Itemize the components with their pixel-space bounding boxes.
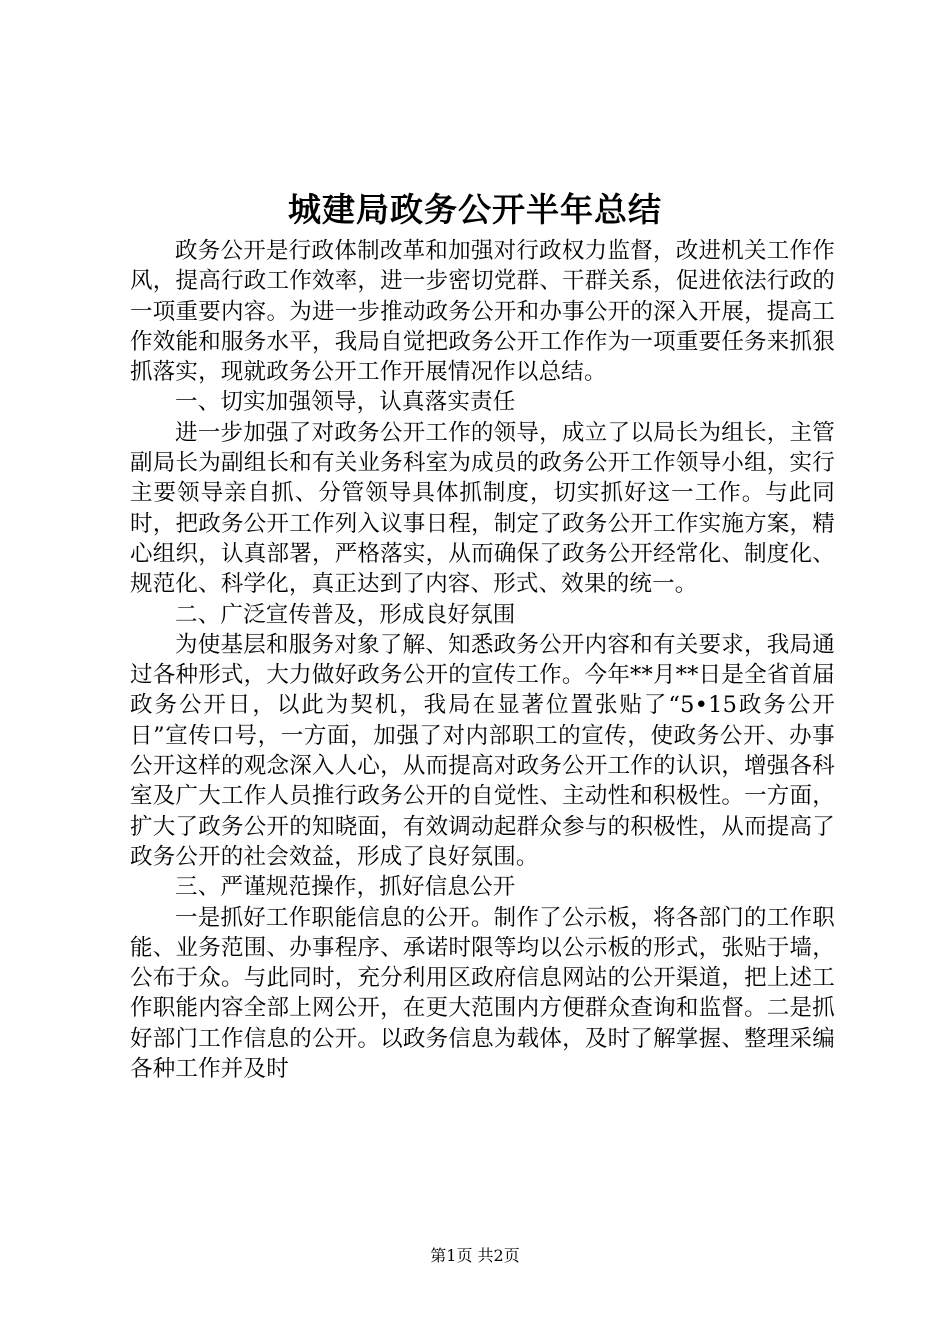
paragraph-intro: 政务公开是行政体制改革和加强对行政权力监督，改进机关工作作风，提高行政工作效率，进一步密切党群、干群关系，促进依法行政的一项重要内容。为进一步推动政务公开和办事公开的深入开展，提高工作效能和服务水平，我局自觉把政务公开工作作为一项重要任务来抓狠抓落实，现就政务公开工作开展情况作以总结。 xyxy=(130,238,835,386)
section-heading-1: 一、切实加强领导，认真落实责任 xyxy=(175,389,516,416)
section-heading-2: 二、广泛宣传普及，形成良好氛围 xyxy=(175,601,516,628)
document-body xyxy=(130,236,835,1084)
paragraph-section-3: 一是抓好工作职能信息的公开。制作了公示板，将各部门的工作职能、业务范围、办事程序、承诺时限等均以公示板的形式，张贴于墙，公布于众。与此同时，充分利用区政府信息网站的公开渠道，把上述工作职能内容全部上网公开，在更大范围内方便群众查询和监督。二是抓好部门工作信息的公开。以政务信息为载体，及时了解掌握、整理采编各种工作并及时 xyxy=(130,904,835,1083)
paragraph-section-1: 进一步加强了对政务公开工作的领导，成立了以局长为组长，主管副局长为副组长和有关业务科室为成员的政务公开工作领导小组，实行主要领导亲自抓、分管领导具体抓制度，切实抓好这一工作。与此同时，把政务公开工作列入议事日程，制定了政务公开工作实施方案，精心组织，认真部署，严格落实，从而确保了政务公开经常化、制度化、规范化、科学化，真正达到了内容、形式、效果的统一。 xyxy=(130,419,835,598)
paragraph-section-2: 为使基层和服务对象了解、知悉政务公开内容和有关要求，我局通过各种形式，大力做好政务公开的宣传工作。今年**月**日是全省首届政务公开日，以此为契机，我局在显著位置张贴了“5•15政务公开日”宣传口号，一方面，加强了对内部职工的宣传，使政务公开、办事公开这样的观念深入人心，从而提高对政务公开工作的认识，增强各科室及广大工作人员推行政务公开的自觉性、主动性和积极性。一方面，扩大了政务公开的知晓面，有效调动起群众参与的积极性，从而提高了政务公开的社会效益，形成了良好氛围。 xyxy=(130,631,835,870)
page-number-footer: 第1页 共2页 xyxy=(430,1246,520,1265)
document-title: 城建局政务公开半年总结 xyxy=(288,190,662,229)
section-heading-3: 三、严谨规范操作，抓好信息公开 xyxy=(175,874,516,901)
